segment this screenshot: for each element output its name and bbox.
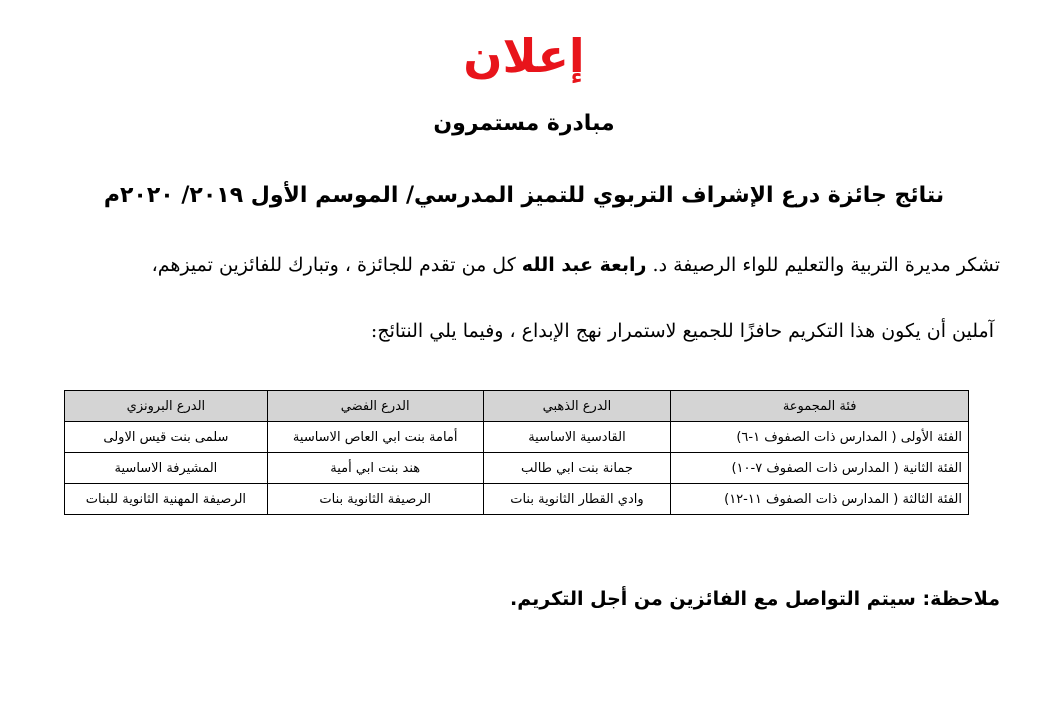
gold-cell: جمانة بنت ابي طالب <box>483 453 671 484</box>
bronze-cell: سلمى بنت قيس الاولى <box>65 422 268 453</box>
table-row <box>65 484 969 515</box>
results-table <box>64 390 969 515</box>
thanks-text-start: تشكر مديرة التربية والتعليم للواء الرصيفة د. <box>646 254 1000 276</box>
group-cell: الفئة الثانية ( المدارس ذات الصفوف ٧-١٠) <box>671 453 969 484</box>
silver-cell: الرصيفة الثانوية بنات <box>267 484 483 515</box>
gold-cell: القادسية الاساسية <box>483 422 671 453</box>
thanks-paragraph <box>30 250 1000 280</box>
header-gold-shield: الدرع الذهبي <box>483 391 671 422</box>
bronze-cell: المشيرفة الاساسية <box>65 453 268 484</box>
results-title: نتائج جائزة درع الإشراف التربوي للتميز المدرسي/ الموسم الأول ٢٠١٩/ ٢٠٢٠م <box>103 183 945 208</box>
gold-cell: وادي القطار الثانوية بنات <box>483 484 671 515</box>
table-header-row <box>65 391 969 422</box>
initiative-title: مبادرة مستمرون <box>433 111 615 136</box>
silver-cell: هند بنت ابي أمية <box>267 453 483 484</box>
silver-cell: أمامة بنت ابي العاص الاساسية <box>267 422 483 453</box>
table-row <box>65 453 969 484</box>
announcement-headline: إعلان <box>463 29 585 83</box>
header-bronze-shield: الدرع البرونزي <box>65 391 268 422</box>
table-row <box>65 422 969 453</box>
header-group: فئة المجموعة <box>671 391 969 422</box>
bronze-cell: الرصيفة المهنية الثانوية للبنات <box>65 484 268 515</box>
hope-paragraph: آملين أن يكون هذا التكريم حافزًا للجميع لاستمرار نهج الإبداع ، وفيما يلي النتائج: <box>370 320 994 342</box>
thanks-text-end: كل من تقدم للجائزة ، وتبارك للفائزين تميزهم، <box>151 254 522 276</box>
group-cell: الفئة الأولى ( المدارس ذات الصفوف ١-٦) <box>671 422 969 453</box>
group-cell: الفئة الثالثة ( المدارس ذات الصفوف ١١-١٢) <box>671 484 969 515</box>
note-text: ملاحظة: سيتم التواصل مع الفائزين من أجل التكريم. <box>510 588 1000 610</box>
header-silver-shield: الدرع الفضي <box>267 391 483 422</box>
director-name: رابعة عبد الله <box>521 254 647 276</box>
